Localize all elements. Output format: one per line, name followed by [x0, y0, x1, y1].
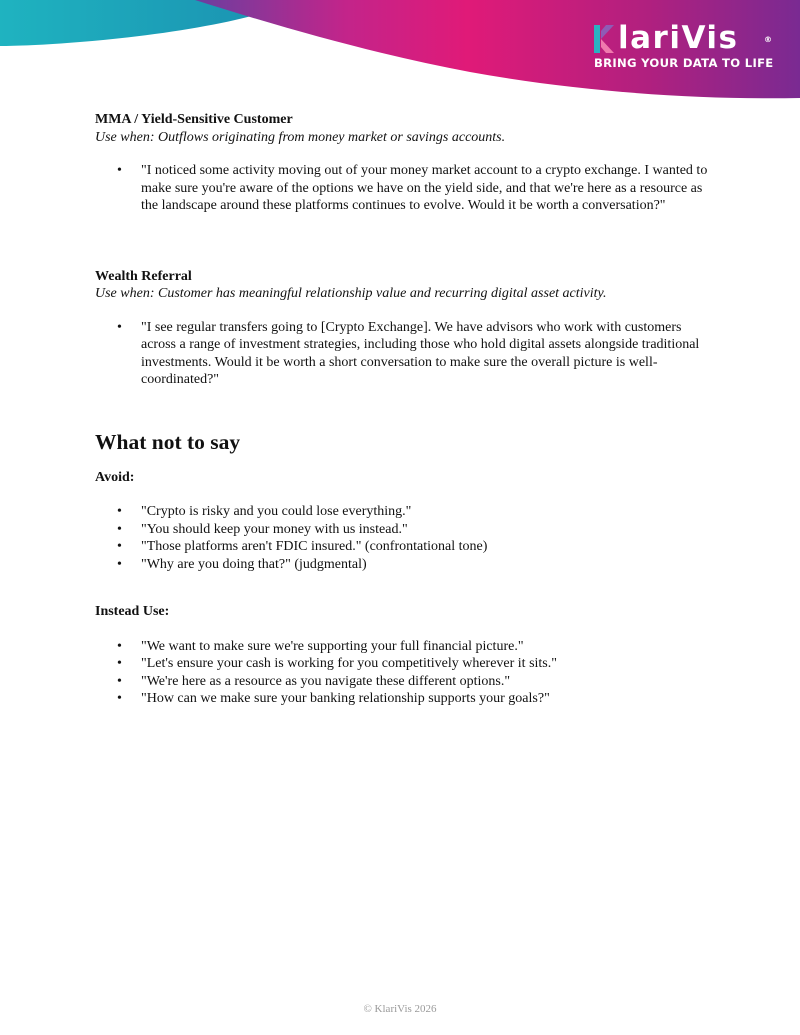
logo-wordmark — [594, 22, 774, 54]
section-title: Wealth Referral — [95, 268, 192, 284]
list-item-text: "Let's ensure your cash is working for you competitively wherever it sits." — [141, 656, 557, 671]
list-item-text: "I noticed some activity moving out of your money market account to a crypto exchange. I wanted to make sure you're aware of the options we have on the yield side, and that we're here as a resource as the landscape around these platforms continues to evolve. Would it be worth a conversation?" — [141, 163, 708, 213]
section-what-not-to-say — [95, 429, 710, 708]
section-note: Use when: Outflows originating from money market or savings accounts. — [95, 129, 506, 145]
list-item: • "Let's ensure your cash is working for you competitively wherever it sits." — [117, 656, 557, 671]
instead-list — [95, 638, 710, 708]
list-item-text: "Crypto is risky and you could lose everything." — [141, 504, 412, 519]
list-item: • "Why are you doing that?" (judgmental) — [117, 556, 367, 572]
script-list — [95, 162, 710, 215]
list-item: • "We're here as a resource as you navigate these different options." — [117, 673, 511, 689]
avoid-label: Avoid: — [95, 469, 135, 485]
list-item-text: "You should keep your money with us instead." — [141, 521, 408, 537]
script-list — [95, 319, 710, 389]
logo-tagline: BRING YOUR DATA TO LIFE — [594, 56, 774, 70]
list-item-text: "We're here as a resource as you navigate these different options." — [141, 673, 511, 689]
avoid-list — [95, 503, 710, 573]
section-mma — [95, 111, 710, 215]
list-item-text: "Those platforms aren't FDIC insured." (confrontational tone) — [141, 539, 488, 554]
list-item: • "How can we make sure your banking relationship supports your goals?" — [117, 691, 550, 706]
logo-k-mark-icon — [594, 25, 616, 53]
list-item: • "You should keep your money with us instead." — [117, 521, 408, 537]
list-item: • "I noticed some activity moving out of your money market account to a crypto exchange. I wanted to make sure you're aware of the options we have on the yield side, and that we're here as a resource as the landscape around these platforms continues to evolve. Would it be worth a conversation?" — [117, 163, 708, 213]
footer-copyright: © KlariVis 2026 — [363, 1003, 437, 1015]
list-item-text: "We want to make sure we're supporting your full financial picture." — [141, 638, 524, 654]
section-wealth-referral — [95, 268, 710, 389]
klarivis-logo — [594, 22, 774, 70]
document-body — [95, 111, 710, 708]
list-item: • "I see regular transfers going to [Crypto Exchange]. We have advisors who work with customers across a range of investment strategies, including those who hold digital assets alongside traditional investments. Would it be worth a short conversation to make sure the overall picture is well-coordinated?" — [117, 319, 700, 387]
list-item: • "Those platforms aren't FDIC insured." (confrontational tone) — [117, 539, 488, 554]
list-item-text: "I see regular transfers going to [Crypto Exchange]. We have advisors who work with customers across a range of investment strategies, including those who hold digital assets alongside traditional investments. Would it be worth a short conversation to make sure the overall picture is well-coordinated?" — [141, 319, 700, 387]
section-title: MMA / Yield-Sensitive Customer — [95, 112, 293, 127]
registered-mark: ® — [764, 35, 772, 44]
instead-label: Instead Use: — [95, 604, 170, 619]
logo-text: lariVis — [618, 20, 739, 56]
list-item: • "We want to make sure we're supporting your full financial picture." — [117, 638, 524, 654]
section-note: Use when: Customer has meaningful relationship value and recurring digital asset activity. — [95, 286, 607, 301]
list-item-text: "How can we make sure your banking relationship supports your goals?" — [141, 691, 550, 706]
list-item-text: "Why are you doing that?" (judgmental) — [141, 556, 367, 572]
section-heading: What not to say — [95, 429, 241, 454]
list-item: • "Crypto is risky and you could lose everything." — [117, 504, 412, 519]
